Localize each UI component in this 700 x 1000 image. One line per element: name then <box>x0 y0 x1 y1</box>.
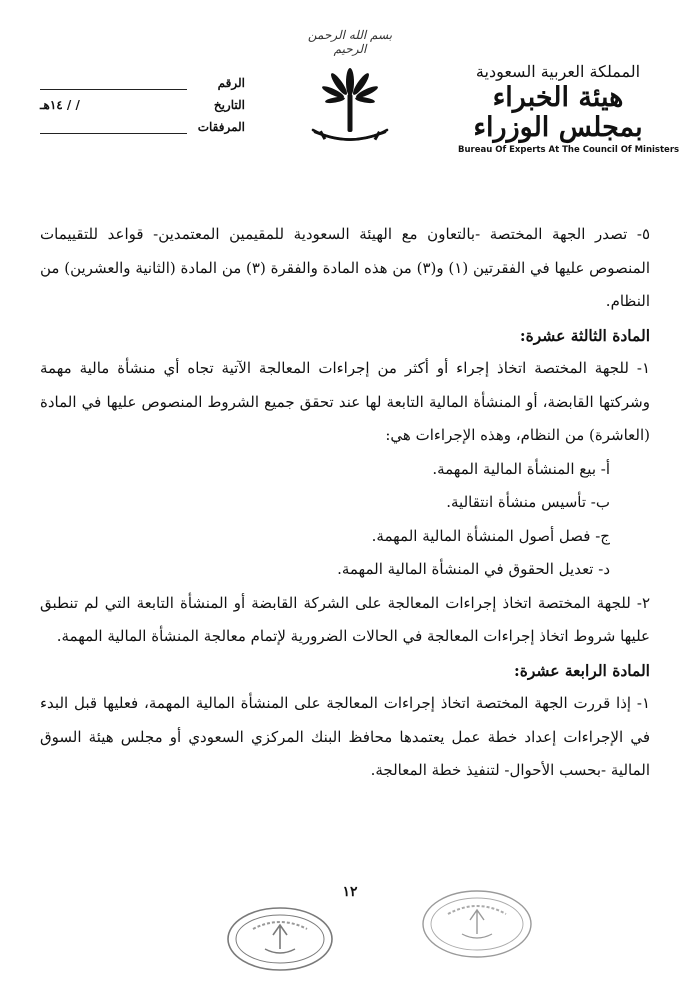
letterhead-center <box>300 28 400 155</box>
official-stamp-right-icon <box>420 888 535 960</box>
basmala: بسم الله الرحمن الرحيم <box>307 28 393 56</box>
palm-swords-emblem-icon <box>305 60 395 155</box>
article-14-clause-1: ١- إذا قررت الجهة المختصة اتخاذ إجراءات المعالجة على المنشأة المالية المهمة، فعليها قبل البدء في الإجراءات إعداد خطة عمل يعتمدها محافظ البنك المركزي السعودي أو مجلس هيئة السوق المالية -بحسب الأحوال- لتنفيذ خطة المعالجة. <box>40 694 650 779</box>
attachments-label: المرفقات <box>197 120 245 134</box>
bureau-name-ar: هيئة الخبراء بمجلس الوزراء <box>473 82 643 143</box>
number-line <box>40 77 187 90</box>
article-13-item-d: د- تعديل الحقوق في المنشأة المالية المهمة. <box>337 560 610 578</box>
letterhead-right <box>458 62 680 155</box>
article-13-heading: المادة الثالثة عشرة: <box>519 325 650 345</box>
article-13-clause-1: ١- للجهة المختصة اتخاذ إجراء أو أكثر من إجراءات المعالجة الآتية تجاه أي منشأة مالية مهمة وشركتها القابضة، أو المنشأة المالية التابعة لها عند تحقق جميع الشروط المنصوص عليها في المادة (العاشرة) من النظام، وهذه الإجراءات هي: <box>40 359 650 444</box>
document-body <box>40 218 650 788</box>
attachments-line <box>40 121 187 134</box>
official-stamp-left-icon <box>225 905 335 973</box>
date-label: التاريخ <box>213 98 245 112</box>
date-row <box>40 90 245 112</box>
article-14-heading: المادة الرابعة عشرة: <box>514 660 650 680</box>
article-13-clause-2: ٢- للجهة المختصة اتخاذ إجراءات المعالجة على الشركة القابضة أو المنشأة التابعة التي لم تنطبق عليها شروط اتخاذ إجراءات المعالجة في الحالات الضرورية لإتمام معالجة المنشأة المالية المهمة. <box>40 593 650 645</box>
paragraph-5: ٥- تصدر الجهة المختصة -بالتعاون مع الهيئة السعودية للمقيمين المعتمدين- قواعد للتقييمات المنصوص عليها في الفقرتين (١) و(٣) من هذه المادة والفقرة (٣) من المادة (الثانية والعشرين) من النظام. <box>40 225 650 310</box>
number-row <box>40 68 245 90</box>
bureau-name-en: Bureau Of Experts At The Council Of Ministers <box>458 145 680 155</box>
article-13-item-b: ب- تأسيس منشأة انتقالية. <box>446 493 610 511</box>
kingdom-name: المملكة العربية السعودية <box>475 62 641 81</box>
attachments-row <box>40 112 245 134</box>
number-label: الرقم <box>217 76 245 90</box>
article-13-item-c: ج- فصل أصول المنشأة المالية المهمة. <box>371 526 610 545</box>
article-13-item-a: أ- بيع المنشأة المالية المهمة. <box>432 459 610 478</box>
page-number: ١٢ <box>342 884 358 900</box>
date-value: / / ١٤هـ <box>40 98 80 112</box>
letterhead-meta <box>40 68 245 134</box>
